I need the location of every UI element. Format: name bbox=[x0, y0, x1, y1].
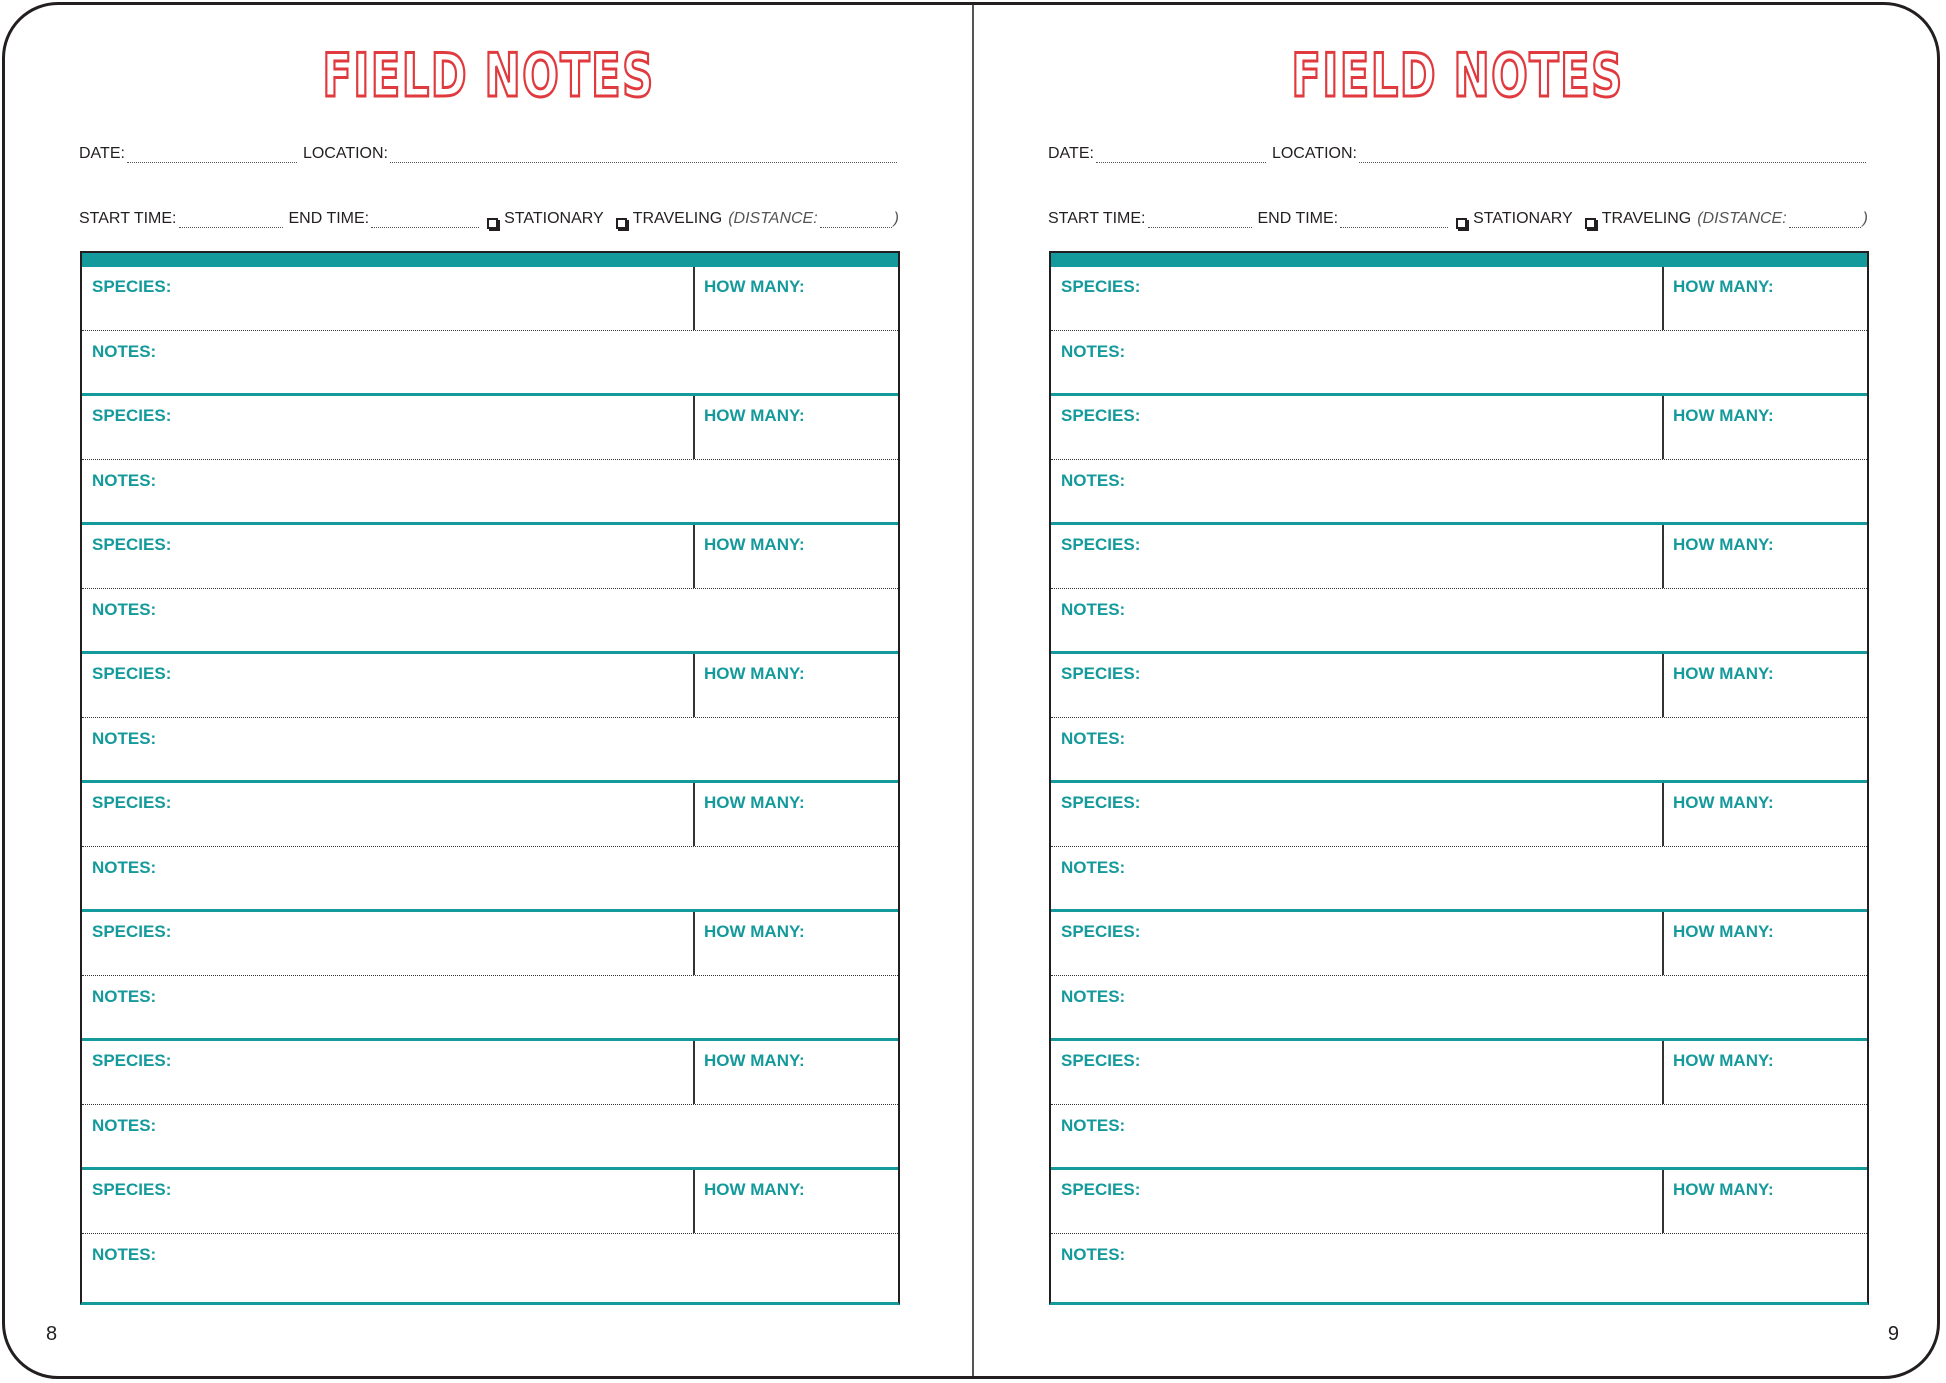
species-row[interactable] bbox=[1051, 1170, 1867, 1234]
notebook-spread bbox=[2, 2, 1940, 1379]
column-divider bbox=[1662, 396, 1664, 459]
species-row[interactable] bbox=[82, 654, 898, 718]
notes-row[interactable] bbox=[1051, 590, 1867, 654]
distance-close: ) bbox=[893, 210, 899, 227]
species-label: SPECIES: bbox=[92, 922, 172, 941]
species-label: SPECIES: bbox=[92, 406, 172, 425]
traveling-checkbox[interactable] bbox=[616, 218, 627, 229]
how-many-label: HOW MANY: bbox=[1673, 1051, 1774, 1070]
notes-row[interactable] bbox=[82, 1235, 898, 1299]
notes-row[interactable] bbox=[1051, 848, 1867, 912]
how-many-label: HOW MANY: bbox=[1673, 793, 1774, 812]
species-label: SPECIES: bbox=[92, 1180, 172, 1199]
how-many-label: HOW MANY: bbox=[1673, 277, 1774, 296]
stationary-label: STATIONARY bbox=[1473, 210, 1573, 227]
sightings-table bbox=[80, 251, 900, 1305]
species-row[interactable] bbox=[1051, 1041, 1867, 1105]
notes-row[interactable] bbox=[1051, 719, 1867, 783]
column-divider bbox=[693, 396, 695, 459]
distance-field[interactable] bbox=[820, 213, 892, 228]
species-row[interactable] bbox=[1051, 396, 1867, 460]
start-time-field[interactable] bbox=[1148, 213, 1252, 228]
traveling-label: TRAVELING bbox=[632, 210, 723, 227]
notes-row[interactable] bbox=[1051, 1106, 1867, 1170]
stationary-checkbox[interactable] bbox=[487, 218, 498, 229]
table-header-bar bbox=[1051, 253, 1867, 267]
time-line bbox=[1048, 210, 1868, 228]
traveling-label: TRAVELING bbox=[1601, 210, 1692, 227]
how-many-label: HOW MANY: bbox=[1673, 1180, 1774, 1199]
species-row[interactable] bbox=[1051, 783, 1867, 847]
species-row[interactable] bbox=[82, 1041, 898, 1105]
notes-label: NOTES: bbox=[1061, 341, 1126, 361]
how-many-label: HOW MANY: bbox=[704, 1051, 805, 1070]
how-many-label: HOW MANY: bbox=[1673, 535, 1774, 554]
species-row[interactable] bbox=[1051, 525, 1867, 589]
column-divider bbox=[693, 1170, 695, 1233]
species-label: SPECIES: bbox=[1061, 406, 1141, 425]
column-divider bbox=[1662, 525, 1664, 588]
page-number: 8 bbox=[46, 1323, 58, 1345]
end-time-field[interactable] bbox=[1340, 213, 1448, 228]
column-divider bbox=[693, 654, 695, 717]
notes-label: NOTES: bbox=[1061, 1115, 1126, 1135]
how-many-label: HOW MANY: bbox=[704, 793, 805, 812]
column-divider bbox=[1662, 1041, 1664, 1104]
notes-label: NOTES: bbox=[1061, 599, 1126, 619]
date-location-line bbox=[1048, 145, 1868, 163]
page-title: FIELD NOTES bbox=[322, 41, 655, 111]
left-page bbox=[5, 5, 972, 1376]
end-time-label: END TIME: bbox=[288, 210, 370, 227]
how-many-label: HOW MANY: bbox=[704, 922, 805, 941]
species-label: SPECIES: bbox=[92, 1051, 172, 1070]
species-label: SPECIES: bbox=[92, 664, 172, 683]
how-many-label: HOW MANY: bbox=[1673, 664, 1774, 683]
how-many-label: HOW MANY: bbox=[704, 1180, 805, 1199]
notes-row[interactable] bbox=[82, 332, 898, 396]
notes-row[interactable] bbox=[82, 719, 898, 783]
end-time-label: END TIME: bbox=[1257, 210, 1339, 227]
notes-row[interactable] bbox=[82, 590, 898, 654]
notes-label: NOTES: bbox=[92, 728, 157, 748]
column-divider bbox=[693, 912, 695, 975]
species-label: SPECIES: bbox=[1061, 1051, 1141, 1070]
notes-label: NOTES: bbox=[92, 986, 157, 1006]
notes-label: NOTES: bbox=[1061, 986, 1126, 1006]
date-field[interactable] bbox=[127, 148, 297, 163]
traveling-checkbox[interactable] bbox=[1585, 218, 1596, 229]
notes-label: NOTES: bbox=[92, 1115, 157, 1135]
species-label: SPECIES: bbox=[1061, 277, 1141, 296]
notes-label: NOTES: bbox=[1061, 470, 1126, 490]
column-divider bbox=[693, 525, 695, 588]
species-label: SPECIES: bbox=[1061, 922, 1141, 941]
species-row[interactable] bbox=[1051, 654, 1867, 718]
notes-label: NOTES: bbox=[1061, 1244, 1126, 1264]
notes-row[interactable] bbox=[82, 848, 898, 912]
start-time-label: START TIME: bbox=[79, 210, 177, 227]
column-divider bbox=[1662, 783, 1664, 846]
distance-field[interactable] bbox=[1789, 213, 1861, 228]
page-number: 9 bbox=[1887, 1323, 1899, 1345]
species-row[interactable] bbox=[82, 396, 898, 460]
species-row[interactable] bbox=[82, 1170, 898, 1234]
notes-row[interactable] bbox=[1051, 977, 1867, 1041]
location-label: LOCATION: bbox=[1271, 145, 1357, 162]
date-location-line bbox=[79, 145, 899, 163]
notes-row[interactable] bbox=[82, 977, 898, 1041]
location-label: LOCATION: bbox=[302, 145, 388, 162]
notes-label: NOTES: bbox=[92, 470, 157, 490]
right-page bbox=[974, 5, 1940, 1376]
notes-row[interactable] bbox=[1051, 332, 1867, 396]
column-divider bbox=[693, 783, 695, 846]
table-header-bar bbox=[82, 253, 898, 267]
stationary-label: STATIONARY bbox=[504, 210, 604, 227]
notes-label: NOTES: bbox=[92, 599, 157, 619]
how-many-label: HOW MANY: bbox=[1673, 922, 1774, 941]
notes-row[interactable] bbox=[82, 1106, 898, 1170]
notes-label: NOTES: bbox=[92, 857, 157, 877]
end-time-field[interactable] bbox=[371, 213, 479, 228]
distance-label: (DISTANCE: bbox=[1697, 210, 1787, 227]
notes-row[interactable] bbox=[1051, 461, 1867, 525]
date-label: DATE: bbox=[79, 145, 125, 162]
column-divider bbox=[1662, 1170, 1664, 1233]
how-many-label: HOW MANY: bbox=[704, 277, 805, 296]
species-label: SPECIES: bbox=[1061, 793, 1141, 812]
species-row[interactable] bbox=[82, 267, 898, 331]
column-divider bbox=[1662, 267, 1664, 330]
location-field[interactable] bbox=[390, 148, 897, 163]
species-row[interactable] bbox=[1051, 267, 1867, 331]
start-time-field[interactable] bbox=[179, 213, 283, 228]
notes-label: NOTES: bbox=[92, 341, 157, 361]
location-field[interactable] bbox=[1359, 148, 1866, 163]
notes-row[interactable] bbox=[1051, 1235, 1867, 1299]
stationary-checkbox[interactable] bbox=[1456, 218, 1467, 229]
species-row[interactable] bbox=[1051, 912, 1867, 976]
species-label: SPECIES: bbox=[1061, 664, 1141, 683]
column-divider bbox=[1662, 912, 1664, 975]
species-label: SPECIES: bbox=[1061, 1180, 1141, 1199]
species-label: SPECIES: bbox=[92, 277, 172, 296]
notes-label: NOTES: bbox=[1061, 857, 1126, 877]
time-line bbox=[79, 210, 899, 228]
notes-label: NOTES: bbox=[1061, 728, 1126, 748]
species-label: SPECIES: bbox=[92, 793, 172, 812]
date-field[interactable] bbox=[1096, 148, 1266, 163]
species-row[interactable] bbox=[82, 912, 898, 976]
species-row[interactable] bbox=[82, 783, 898, 847]
distance-close: ) bbox=[1862, 210, 1868, 227]
how-many-label: HOW MANY: bbox=[704, 535, 805, 554]
species-label: SPECIES: bbox=[1061, 535, 1141, 554]
how-many-label: HOW MANY: bbox=[704, 664, 805, 683]
column-divider bbox=[693, 1041, 695, 1104]
start-time-label: START TIME: bbox=[1048, 210, 1146, 227]
column-divider bbox=[693, 267, 695, 330]
notes-label: NOTES: bbox=[92, 1244, 157, 1264]
how-many-label: HOW MANY: bbox=[1673, 406, 1774, 425]
distance-label: (DISTANCE: bbox=[728, 210, 818, 227]
how-many-label: HOW MANY: bbox=[704, 406, 805, 425]
date-label: DATE: bbox=[1048, 145, 1094, 162]
page-title: FIELD NOTES bbox=[1291, 41, 1624, 111]
sightings-table bbox=[1049, 251, 1869, 1305]
column-divider bbox=[1662, 654, 1664, 717]
species-label: SPECIES: bbox=[92, 535, 172, 554]
notes-row[interactable] bbox=[82, 461, 898, 525]
species-row[interactable] bbox=[82, 525, 898, 589]
